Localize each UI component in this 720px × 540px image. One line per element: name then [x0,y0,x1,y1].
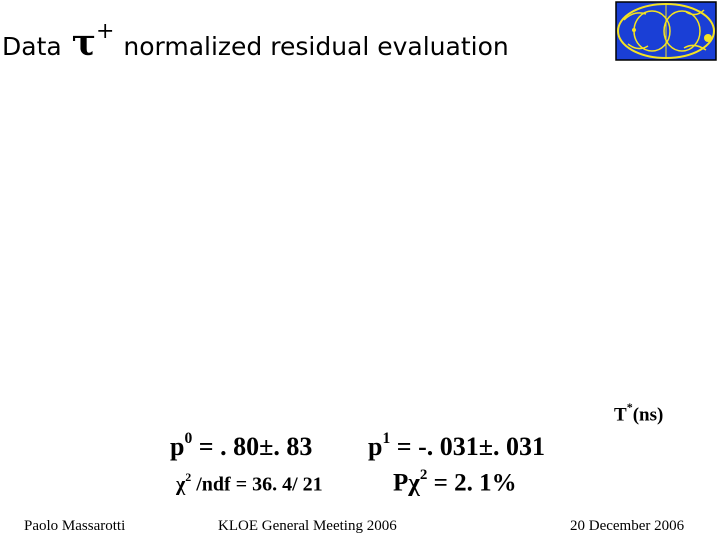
slide-title [2,14,509,69]
fit-chi2-probability: $P\chi^2 = 2$. 1% [393,467,517,497]
fit-chi2-ndf: $\chi^2$ /ndf = 36. 4/ 21 [176,470,323,496]
footer-meeting: KLOE General Meeting 2006 [218,518,397,534]
fit-p0: $p^0$ = . 80±. 83 [170,430,313,461]
fit-p1: $p^1$ = -. 031±. 031 [368,430,546,461]
tau-symbol: τ+ [71,19,115,64]
kloe-logo [614,0,718,62]
title-prefix: Data [2,32,62,61]
footer-date: 20 December 2006 [570,518,685,534]
axis-label: T*(ns) [614,400,664,426]
footer-author: Paolo Massarotti [24,518,126,534]
tau-charge: + [95,19,115,44]
title-suffix: normalized residual evaluation [123,32,509,61]
